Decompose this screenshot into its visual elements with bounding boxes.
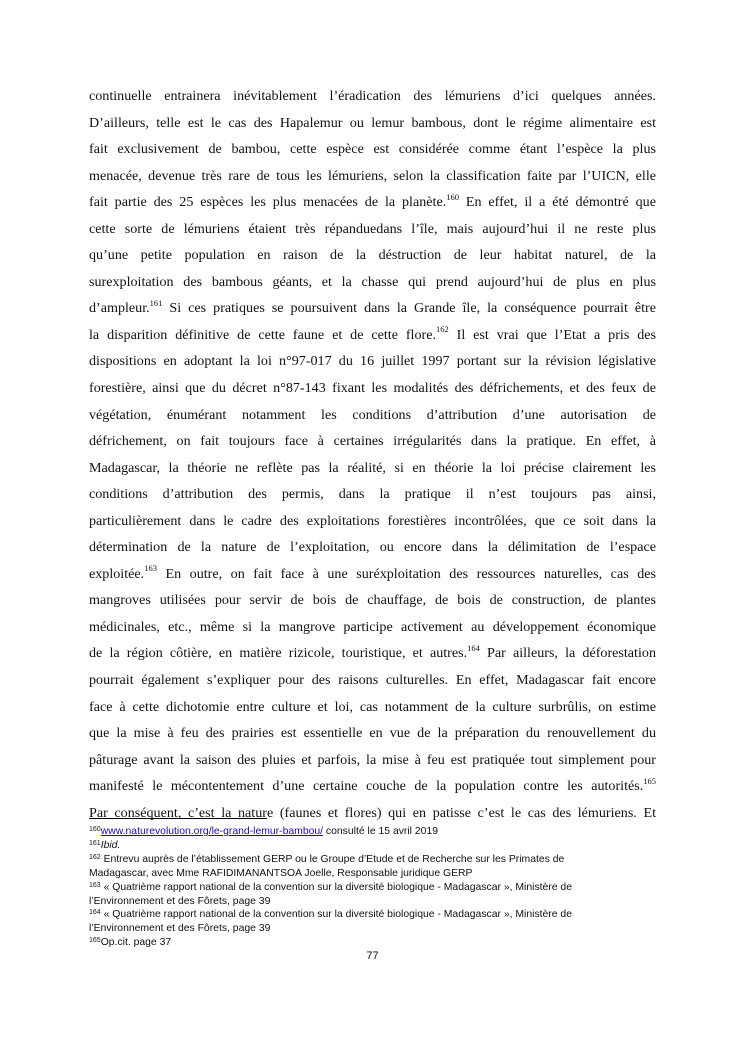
text-line: pâturage avant la saison des pluies et parfois, la mise à feu est pratiquée tout simplement pour	[89, 751, 656, 768]
footnote-number: 165	[89, 937, 101, 945]
footnote-ref-164[interactable]: 164	[467, 642, 480, 653]
text-line	[89, 295, 656, 322]
page-number: 77	[366, 950, 379, 962]
text-line	[89, 773, 656, 800]
text-line: D’ailleurs, telle est le cas des Hapalemur ou lemur bambous, dont le régime alimentaire est	[89, 114, 656, 131]
text-segment: En outre, on fait face à une suréxploitation des ressources naturelles, cas des	[156, 565, 656, 582]
footnote-text: consulté le 15 avril 2019	[323, 826, 438, 837]
footnote-number: 160	[89, 826, 101, 833]
text-segment: manifesté le mécontentement d’une certaine couche de la population contre les autorités.	[89, 778, 644, 795]
text-line: pourrait également s’expliquer pour des raisons culturelles. En effet, Madagascar fait encore	[89, 672, 656, 689]
text-line	[89, 561, 656, 588]
text-line	[89, 640, 656, 667]
footnote-163-cont: l’Environnement et des Fôrets, page 39	[89, 895, 271, 907]
footnote-ref-163[interactable]: 163	[144, 563, 157, 574]
footnote-ref-161[interactable]: 161	[149, 297, 163, 308]
text-line: forestière, ainsi que du décret n°87-143 fixant les modalités des défrichements, et des feux de	[89, 380, 656, 397]
text-segment: En effet, il a été démontré que	[458, 194, 656, 211]
text-line: dispositions en adoptant la loi n°97-017 du 16 juillet 1997 portant sur la révision législative	[89, 353, 656, 370]
footnote-text: Ibid.	[100, 839, 121, 851]
footnote-163	[89, 881, 669, 895]
text-segment: Par ailleurs, la déforestation	[479, 645, 656, 662]
text-line: médicinales, etc., même si la mangrove participe activement au développement économique	[89, 618, 656, 635]
text-line: continuelle entrainera inévitablement l’éradication des lémuriens d’ici quelques années.	[89, 88, 656, 104]
text-segment: de la région côtière, en matière rizicole, touristique, et autres.	[89, 645, 468, 662]
footnote-separator	[89, 818, 267, 819]
footnote-161	[89, 839, 669, 853]
footnote-number: 162	[89, 853, 101, 861]
text-line: cette sorte de lémuriens étaient très répanduedans l’île, mais aujourd’hui il ne reste plus	[89, 220, 656, 237]
footnote-162	[89, 853, 669, 867]
text-segment: Si ces pratiques se poursuivent dans la Grande île, la conséquence pourrait être	[162, 300, 656, 317]
text-line: fait exclusivement de bambou, cette espèce est considérée comme étant l’espèce la plus	[89, 141, 656, 158]
footnote-text: « Quatrième rapport national de la convention sur la diversité biologique - Madagascar », Ministère de	[100, 881, 572, 893]
text-line: mangroves utilisées pour servir de bois de chauffage, de bois de construction, de plantes	[89, 592, 656, 609]
text-line: surexploitation des bambous géants, et la chasse qui prend aujourd’hui de plus en plus	[89, 273, 656, 290]
footnote-160	[89, 825, 669, 839]
footnote-text: Op.cit. page 37	[100, 937, 172, 949]
footnote-number: 163	[89, 881, 101, 889]
text-line	[89, 322, 656, 349]
footnote-162-cont: Madagascar, avec Mme RAFIDIMANANTSOA Joelle, Responsable juridique GERP	[89, 867, 473, 879]
text-line: détermination de la nature de l’exploitation, ou encore dans la délimitation de l’espace	[89, 539, 656, 556]
footnote-ref-165[interactable]: 165	[643, 775, 656, 786]
footnote-165	[89, 936, 669, 950]
footnote-link[interactable]: www.naturevolution.org/le-grand-lemur-bambou/	[100, 826, 324, 837]
text-line: Madagascar, la théorie ne reflète pas la réalité, si en théorie la loi précise clairement les	[89, 459, 656, 476]
footnote-number: 164	[89, 909, 101, 917]
text-segment: d’ampleur.	[89, 300, 150, 317]
footnote-number: 161	[89, 839, 101, 847]
text-segment: Il est vrai que l’Etat a pris des	[448, 326, 656, 343]
text-segment: fait partie des 25 espèces les plus menacées de la planète.	[89, 194, 447, 211]
footnote-text: « Quatrième rapport national de la convention sur la diversité biologique - Madagascar », Ministère de	[100, 909, 572, 921]
footnote-text: Entrevu auprès de l’établissement GERP ou le Groupe d’Etude et de Recherche sur les Primates de	[100, 853, 565, 865]
text-line: particulièrement dans le cadre des exploitations forestières incontrôlées, que ce soit dans la	[89, 512, 656, 529]
footnote-ref-160[interactable]: 160	[446, 191, 459, 202]
text-line: végétation, énumérant notamment les conditions d’attribution d’une autorisation de	[89, 406, 656, 423]
text-line: qu’une petite population en raison de la déstruction de leur habitat naturel, de la	[89, 247, 656, 264]
text-line: défrichement, on fait toujours face à certaines irrégularités dans la pratique. En effet, à	[89, 433, 656, 450]
footnotes	[89, 825, 669, 950]
text-line	[89, 189, 656, 216]
text-line: conditions d’attribution des permis, dans la pratique il n’est toujours pas ainsi,	[89, 486, 656, 503]
footnote-164-cont: l’Environnement et des Fôrets, page 39	[89, 923, 271, 935]
footnote-ref-162[interactable]: 162	[436, 324, 449, 335]
body-paragraph	[89, 83, 656, 826]
text-line: que la mise à feu des prairies est essentielle en vue de la préparation du renouvellement du	[89, 725, 656, 742]
text-segment: exploitée.	[89, 565, 145, 582]
text-line: face à cette dichotomie entre culture et loi, cas notamment de la culture surbrûlis, on estime	[89, 698, 656, 715]
text-line: menacée, devenue très rare de tous les lémuriens, selon la classification faite par l’UICN, elle	[89, 167, 656, 184]
footnote-164	[89, 908, 669, 922]
text-line: Par conséquent, c’est la nature (faunes et flores) qui en patisse c’est le cas des lémuriens. Et	[89, 804, 656, 821]
text-segment: la disparition définitive de cette faune et de cette flore.	[89, 326, 436, 343]
